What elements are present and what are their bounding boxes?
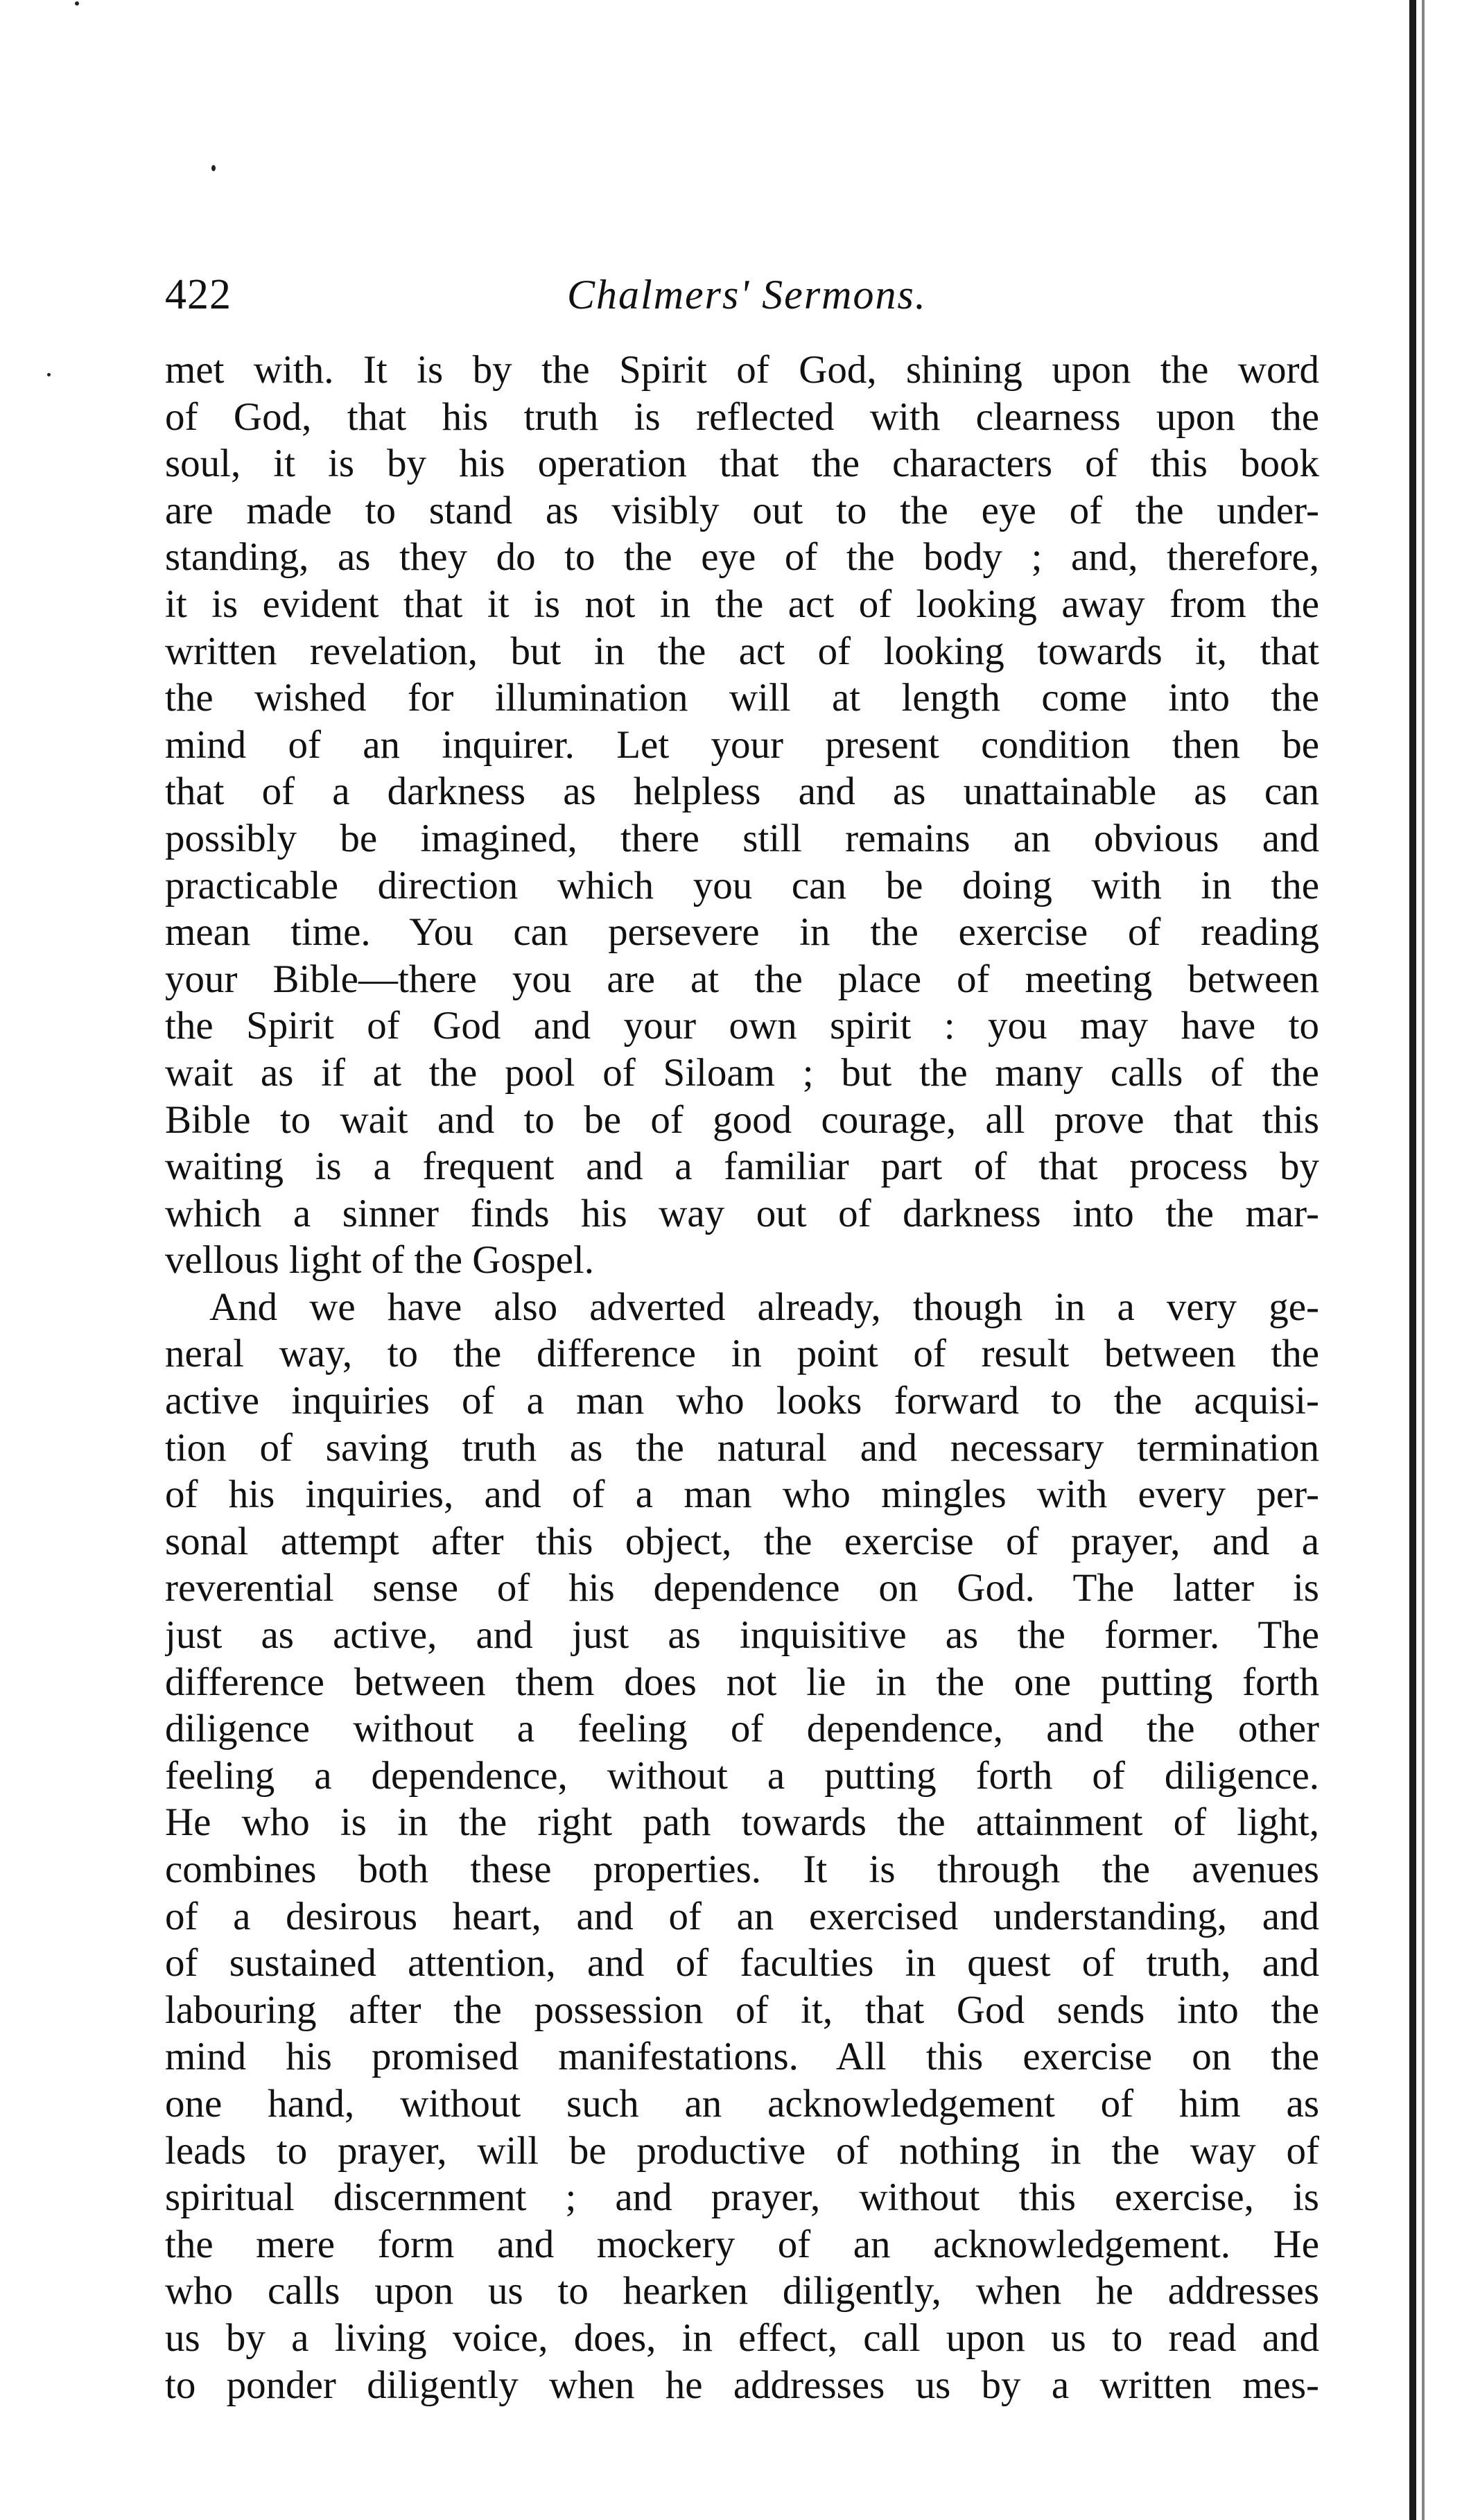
text-line: feeling a dependence, without a putting forth of diligence. [165,1753,1319,1798]
text-line: mean time. You can persevere in the exercise of reading [165,910,1319,955]
text-line: spiritual discernment ; and prayer, without this exercise, is [165,2175,1319,2220]
text-line: sonal attempt after this object, the exercise of prayer, and a [165,1519,1319,1563]
ink-speck [75,1,79,6]
text-line: the wished for illumination will at length come into the [165,676,1319,720]
text-line: vellous light of the Gospel. [165,1238,595,1283]
text-line: of sustained attention, and of faculties in quest of truth, and [165,1941,1319,1985]
text-line: are made to stand as visibly out to the eye of the under- [165,488,1319,532]
text-line: He who is in the right path towards the attainment of light, [165,1800,1319,1845]
text-line: difference between them does not lie in the one putting forth [165,1660,1319,1704]
text-line: practicable direction which you can be doing with in the [165,863,1319,907]
body-text [165,347,1319,2408]
text-line: written revelation, but in the act of looking towards it, that [165,629,1319,673]
text-line: possibly be imagined, there still remains an obvious and [165,816,1319,860]
page-edge-shadow [1422,0,1425,2520]
text-line: one hand, without such an acknowledgement of him as [165,2081,1319,2126]
page-edge-rule [1409,0,1416,2520]
text-line: mind his promised manifestations. All this exercise on the [165,2035,1319,2079]
text-line: to ponder diligently when he addresses us by a written mes- [165,2363,1319,2407]
text-line: neral way, to the difference in point of result between the [165,1332,1319,1376]
text-line: waiting is a frequent and a familiar part of that process by [165,1145,1319,1189]
ink-speck [47,373,51,376]
text-line: the mere form and mockery of an acknowledgement. He [165,2222,1319,2266]
text-line: leads to prayer, will be productive of nothing in the way of [165,2128,1319,2173]
text-line: And we have also adverted already, though in a very ge- [209,1285,1319,1329]
text-line: standing, as they do to the eye of the body ; and, therefore, [165,535,1319,580]
text-line: diligence without a feeling of dependence, and the other [165,1707,1319,1751]
text-line: labouring after the possession of it, that God sends into the [165,1988,1319,2032]
running-title: Chalmers' Sermons. [567,272,927,318]
text-line: of his inquiries, and of a man who mingles with every per- [165,1472,1319,1517]
text-line: combines both these properties. It is through the avenues [165,1848,1319,1891]
paragraph-2 [165,1284,1319,2408]
page-number: 422 [165,271,232,318]
text-line: met with. It is by the Spirit of God, shining upon the word [165,348,1319,392]
text-line: mind of an inquirer. Let your present condition then be [165,722,1319,767]
text-line: the Spirit of God and your own spirit : you may have to [165,1004,1319,1048]
text-line: of a desirous heart, and of an exercised understanding, and [165,1894,1319,1938]
text-line: that of a darkness as helpless and as unattainable as can [165,770,1319,814]
text-line: just as active, and just as inquisitive as the former. The [165,1613,1319,1658]
text-line: who calls upon us to hearken diligently, when he addresses [165,2269,1319,2313]
text-line: soul, it is by his operation that the characters of this book [165,442,1319,486]
ink-speck [211,165,216,171]
text-line: tion of saving truth as the natural and necessary termination [165,1425,1319,1470]
page-header [165,263,1319,326]
text-line: us by a living voice, does, in effect, call upon us to read and [165,2315,1319,2360]
text-line: it is evident that it is not in the act of looking away from the [165,582,1319,626]
text-line: of God, that his truth is reflected with clearness upon the [165,394,1319,439]
text-line: reverential sense of his dependence on God. The latter is [165,1566,1319,1610]
text-line: your Bible—there you are at the place of meeting between [165,957,1319,1001]
text-line: wait as if at the pool of Siloam ; but the many calls of the [165,1050,1319,1095]
text-line: which a sinner finds his way out of darkness into the mar- [165,1191,1319,1235]
text-line: Bible to wait and to be of good courage, all prove that this [165,1097,1319,1142]
text-line: active inquiries of a man who looks forward to the acquisi- [165,1379,1319,1423]
paragraph-1 [165,347,1319,1284]
